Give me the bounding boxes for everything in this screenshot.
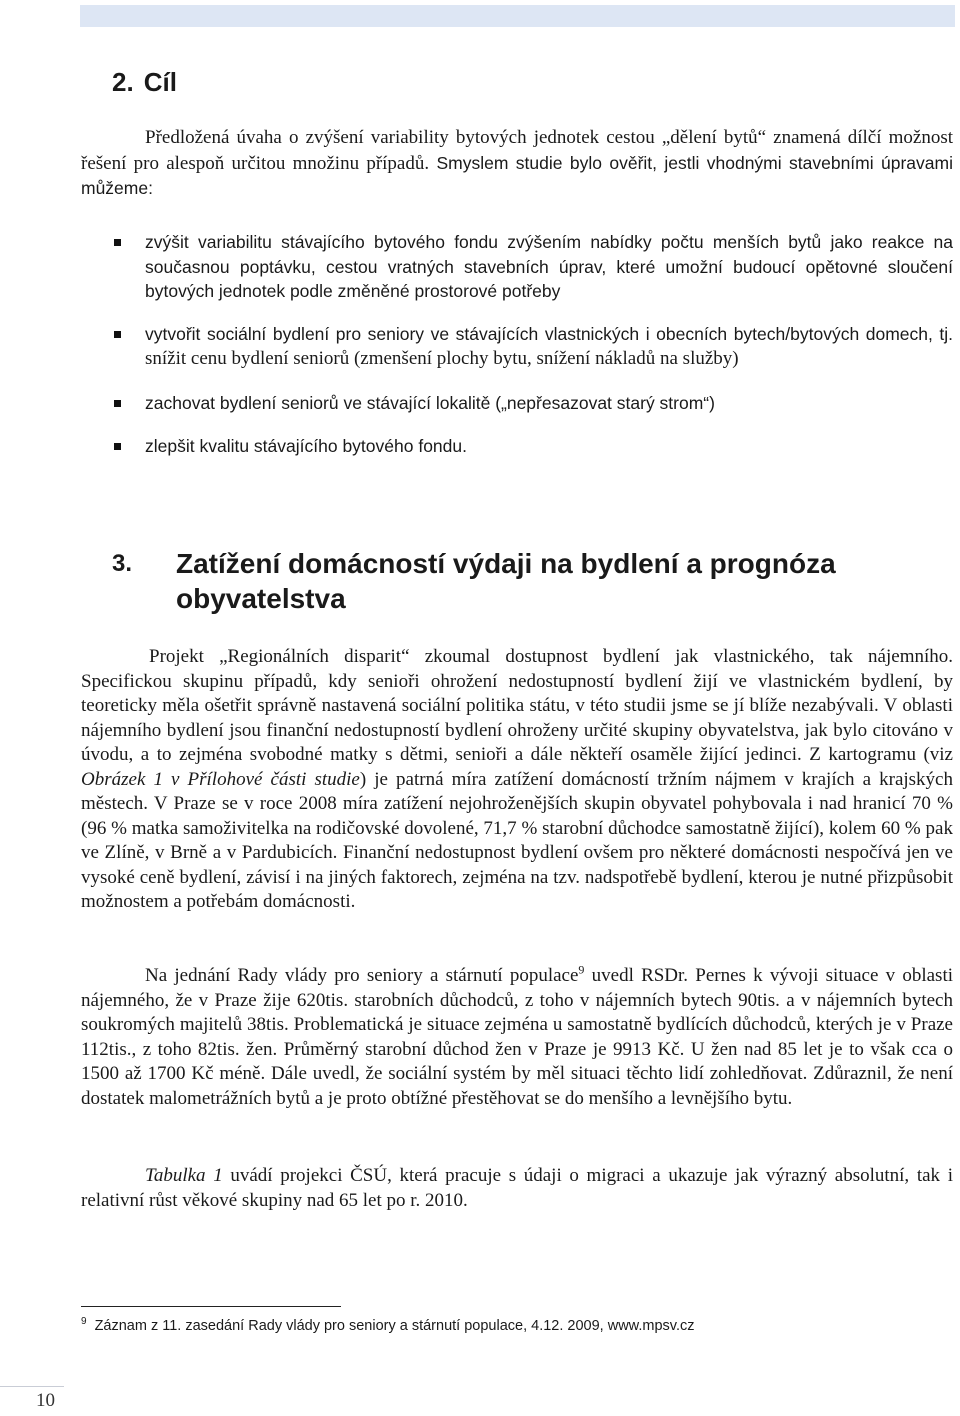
list-item <box>81 434 953 459</box>
section-title: Cíl <box>143 67 177 97</box>
header-band <box>80 5 955 27</box>
list-item <box>81 230 953 304</box>
page-number: 10 <box>36 1390 55 1411</box>
square-bullet-icon <box>114 400 121 407</box>
list-item-text: zachovat bydlení seniorů ve stávající lokalitě („nepřesazovat starý strom“) <box>145 392 715 413</box>
body-paragraph <box>81 964 953 1111</box>
section-number: 2. <box>112 67 134 97</box>
paragraph-text: uvedl RSDr. Pernes k vývoji situace v oblasti nájemného, že v Praze žije 620tis. starobních důchodců, z toho v nájemních bytech 90tis. a v nájemních bytech soukromých majitelů 38tis. Problematická je situace zejména u samostatně bydlících důchodců, kterých je v Praze 112tis., z toho 82tis. žen. Průměrný starobní důchod žen v Praze je 9913 Kč. U žen nad 85 let je to však cca o 1500 až 1700 Kč méně. Dále uvedl, že sociální systém by měl situaci těchto lidí zohledňovat. Zdůraznil, že není dostatek malometrážních bytů a je proto obtížné přestěhovat se do menšího a levnějšího bytu. <box>81 965 953 1109</box>
list-item-text: zlepšit kvalitu stávajícího bytového fondu. <box>145 436 467 456</box>
section-heading-3 <box>112 546 912 616</box>
intro-text-sans: Smyslem studie bylo ověřit, jestli vhodnými stavebními úpravami můžeme: <box>81 152 953 198</box>
list-item <box>81 322 953 372</box>
intro-text-serif: Předložená úvaha o zvýšení variability bytových jednotek cestou „dělení bytů“ znamená dílčí možnost řešení pro alespoň určitou množinu případů. <box>81 127 953 174</box>
footnote-number: 9 <box>81 1316 87 1328</box>
list-item <box>81 391 953 416</box>
intro-paragraph <box>81 126 953 201</box>
footnote-marker: 9 <box>578 962 585 977</box>
list-item-text-continued: snížit cenu bydlení seniorů (zmenšení plochy bytu, snížení nákladů na služby) <box>145 348 739 369</box>
figure-reference: Obrázek 1 v Přílohové části studie <box>81 768 360 790</box>
paragraph-text: ) je patrná míra zatížení domácností tržním nájmem v krajích a krajských městech. V Praze se v roce 2008 míra zatížení nejohroženějších skupin obyvatel pohybovala i nad hranicí 70 % (96 % matka samoživitelka na rodičovské dovolené, 71,7 % starobní důchodce samostatně žijící), kolem 60 % pak ve Zlíně, v Brně a v Pardubicích. Finanční nedostupnost bydlení ovšem pro některé domácnosti nespočívá jen ve vysoké ceně bydlení, závisí i na jiných faktorech, zejména na tzv. nadspotřebě bydlení, kterou je nutné přizpůsobit možnostem a potřebám domácnosti. <box>81 768 953 912</box>
section-heading-2 <box>112 60 177 104</box>
list-item-text: vytvořit sociální bydlení pro seniory ve stávajících vlastnických i obecních bytech/bytových domech, tj. <box>145 323 953 344</box>
footnote <box>81 1316 953 1336</box>
body-paragraph <box>81 645 953 915</box>
body-paragraph <box>81 1164 953 1213</box>
list-item-text: zvýšit variabilitu stávajícího bytového fondu zvýšením nabídky počtu menších bytů jako reakce na současnou poptávku, cestou vratných stavebních úprav, které umožní budoucí opětovné sloučení bytových jednotek podle změněné prostorové potřeby <box>145 232 953 301</box>
page-number-rule <box>0 1386 64 1387</box>
square-bullet-icon <box>114 239 121 246</box>
square-bullet-icon <box>114 331 121 338</box>
table-reference: Tabulka 1 <box>145 1165 223 1186</box>
section-title: Zatížení domácností výdaji na bydlení a prognóza obyvatelstva <box>176 548 836 614</box>
paragraph-text: uvádí projekci ČSÚ, která pracuje s údaji o migraci a ukazuje jak výrazný absolutní, tak i relativní růst věkové skupiny nad 65 let po r. 2010. <box>81 1165 953 1211</box>
goals-list <box>81 230 953 459</box>
section-number: 3. <box>112 550 133 577</box>
square-bullet-icon <box>114 443 121 450</box>
paragraph-text: Na jednání Rady vlády pro seniory a stárnutí populace <box>145 965 579 986</box>
footnote-text: Záznam z 11. zasedání Rady vlády pro seniory a stárnutí populace, 4.12. 2009, www.mpsv.cz <box>94 1318 695 1334</box>
paragraph-text: Projekt „Regionálních disparit“ zkoumal dostupnost bydlení jak vlastnického, tak nájemního. Specifickou skupinu případů, kdy senioři ohrožení nedostupností bydlení žijí ve vlastnickém bydlení, by teoreticky měla ošetřit správně nastavená sociální politika státu, v této studii jsme se jí blíže nezabývali. V oblasti nájemního bydlení jsou finanční nedostupností bydlení ohroženy určité skupiny obyvatelstva, jak bylo citováno v úvodu, a to zejména svobodné matky s dětmi, senioři a dále někteří osaměle žijící jedinci. Z kartogramu (viz <box>81 646 953 765</box>
footnote-separator <box>81 1306 341 1307</box>
